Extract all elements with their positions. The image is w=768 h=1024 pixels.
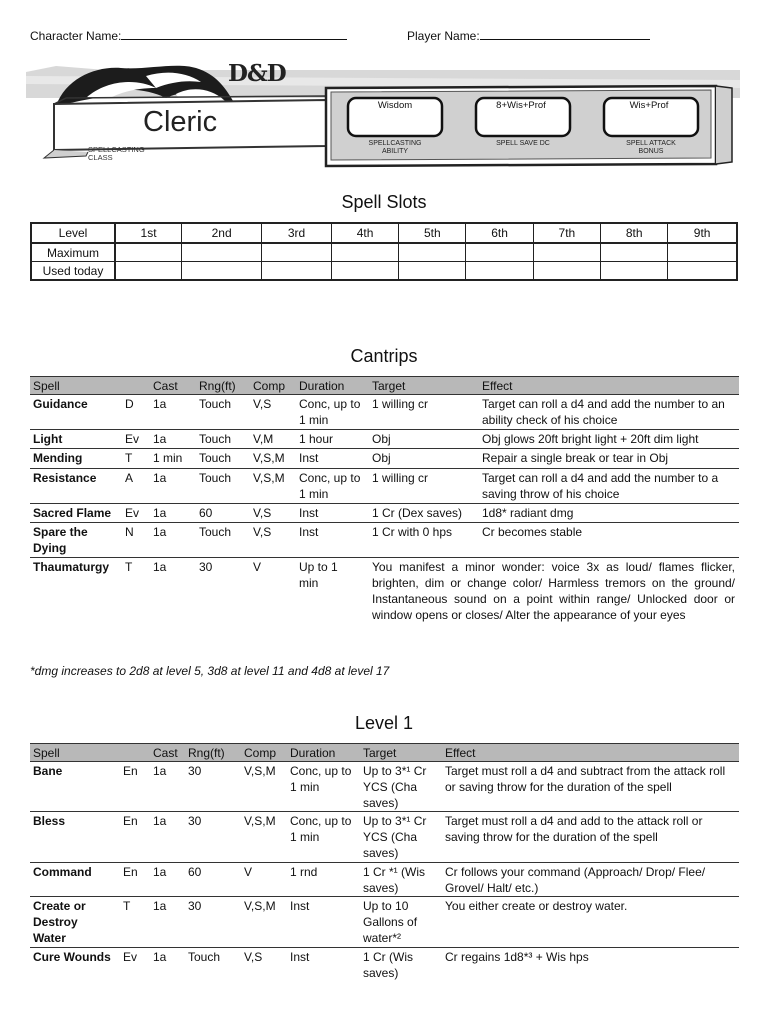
col-range: Rng(ft) [188,746,225,760]
slot-level-header: 8th [601,223,668,243]
spell-effect: Cr regains 1d8*³ + Wis hps [445,950,589,964]
spell-cast: 1a [153,899,167,913]
dnd-logo: D&D [228,60,286,87]
col-duration: Duration [290,746,336,760]
spell-effect: You either create or destroy water. [445,899,628,913]
spell-target: Up to 3*¹ Cr YCS (Cha saves) [363,814,427,860]
spell-slots-title: Spell Slots [341,192,427,212]
spell-effect: Obj glows 20ft bright light + 20ft dim light [482,432,699,446]
spell-name: Bane [33,764,63,778]
spell-target: 1 willing cr [372,471,429,485]
slot-level-header: 1st [115,223,182,243]
spell-range: 30 [188,764,202,778]
col-cast: Cast [153,746,178,760]
col-spell: Spell [33,746,60,760]
class-caption: SPELLCASTING CLASS [88,145,145,162]
spell-school: N [125,525,134,539]
spell-name: Sacred Flame [33,506,112,520]
spell-range: Touch [199,451,232,465]
spell-comp: V,S,M [253,471,285,485]
level1-table [30,743,739,982]
spell-save-dc-value[interactable]: 8+Wis+Prof [496,100,546,111]
spell-school: T [125,560,133,574]
character-name-label: Character Name: [30,29,122,43]
level1-header-row [30,743,739,762]
spell-school: T [125,451,133,465]
slots-row-label: Maximum [31,243,115,262]
spell-target: Up to 3*¹ Cr YCS (Cha saves) [363,764,427,810]
cantrips-header-row [30,376,739,395]
spell-cast: 1a [153,560,167,574]
slot-cell[interactable] [533,243,600,262]
spell-school: En [123,764,138,778]
spell-cast: 1a [153,764,167,778]
spell-effect: Repair a single break or tear in Obj [482,451,669,465]
col-comp: Comp [253,379,286,393]
spell-duration: Up to 1 min [299,560,338,590]
spell-cast: 1a [153,814,167,828]
spell-name: Bless [33,814,66,828]
slots-level-header: Level [31,223,115,243]
col-range: Rng(ft) [199,379,236,393]
slot-cell[interactable] [601,262,668,281]
spell-range: 60 [188,865,202,879]
spell-effect: 1d8* radiant dmg [482,506,574,520]
slot-level-header: 3rd [262,223,332,243]
spell-school: Ev [125,506,140,520]
spell-school: Ev [123,950,138,964]
player-name-field[interactable] [407,28,650,43]
spell-cast: 1a [153,950,167,964]
character-name-field[interactable] [30,28,347,43]
col-duration: Duration [299,379,345,393]
spell-duration: Inst [299,451,319,465]
slot-cell[interactable] [115,243,182,262]
spell-range: Touch [188,950,221,964]
spell-cast: 1a [153,865,167,879]
spell-school: Ev [125,432,140,446]
slot-level-header: 7th [533,223,600,243]
spell-range: Touch [199,525,232,539]
slot-level-header: 4th [331,223,398,243]
spell-target: Obj [372,432,391,446]
slot-cell[interactable] [466,243,533,262]
spell-target: 1 Cr *¹ (Wis saves) [363,865,425,895]
spell-comp: V,S [253,397,272,411]
spell-target: 1 Cr (Dex saves) [372,506,463,520]
spell-row-guidance [30,395,739,430]
player-name-line[interactable] [480,28,650,40]
spell-comp: V,S [244,950,263,964]
spellcasting-ability-caption: SPELLCASTING ABILITY [368,140,422,155]
spell-name: Mending [33,451,83,465]
spell-range: 30 [188,899,202,913]
cantrips-table [30,376,739,644]
spell-row-bane [30,762,739,812]
spell-school: D [125,397,134,411]
spell-row-bless [30,812,739,863]
slot-level-header: 2nd [182,223,262,243]
spell-duration: 1 hour [299,432,334,446]
spell-row-resistance [30,469,739,504]
slot-level-header: 6th [466,223,533,243]
spell-range: Touch [199,471,232,485]
cantrips-title: Cantrips [350,346,418,366]
spell-comp: V,S,M [244,764,276,778]
spell-row-create-or-destroy-water [30,897,739,948]
spell-comp: V [253,560,262,574]
spell-name: Resistance [33,471,97,485]
spell-duration: 1 rnd [290,865,318,879]
slot-cell[interactable] [668,243,737,262]
slot-cell[interactable] [399,262,466,281]
spell-save-dc-caption: SPELL SAVE DC [496,140,550,147]
col-target: Target [372,379,406,393]
spell-cast: 1a [153,397,167,411]
slot-cell[interactable] [262,262,332,281]
spell-name: Create or Destroy Water [33,899,86,945]
spell-row-thaumaturgy [30,558,739,644]
spell-comp: V,S,M [244,899,276,913]
spell-comp: V,S,M [244,814,276,828]
spell-range: 60 [199,506,213,520]
slot-cell[interactable] [668,262,737,281]
slot-cell[interactable] [466,262,533,281]
spell-effect: You manifest a minor wonder: voice 3x as loud/ flames flicker, brighten, dim or change color/ Harmless tremors on the ground/ Instantaneous sound on a point within range/ Unlocked door or window opens or closes/ Alter the appearance of your eyes [372,560,735,622]
slot-cell[interactable] [182,243,262,262]
spell-duration: Conc, up to 1 min [290,764,352,794]
spellcasting-ability-value[interactable]: Wisdom [377,100,413,111]
spell-comp: V,S [253,506,272,520]
spell-cast: 1a [153,432,167,446]
col-comp: Comp [244,746,277,760]
spell-slots-table [30,222,738,281]
spell-row-sacred-flame [30,504,739,523]
spell-target: Up to 10 Gallons of water*² [363,899,418,945]
col-effect: Effect [445,746,476,760]
col-spell: Spell [33,379,60,393]
spell-row-cure-wounds [30,948,739,982]
spell-effect: Target must roll a d4 and add to the attack roll or saving throw for the duration of the spell [445,814,703,844]
slots-row-label: Used today [31,262,115,281]
spell-comp: V,M [253,432,274,446]
spell-comp: V,S,M [253,451,285,465]
spell-cast: 1a [153,506,167,520]
spell-target: 1 willing cr [372,397,429,411]
spell-name: Guidance [33,397,88,411]
spell-target: 1 Cr with 0 hps [372,525,453,539]
spell-effect: Target can roll a d4 and add the number to a saving throw of his choice [482,471,719,501]
spell-effect: Target must roll a d4 and subtract from the attack roll or saving throw for the duration of the spell [445,764,726,794]
slot-cell[interactable] [601,243,668,262]
spell-cast: 1a [153,525,167,539]
col-target: Target [363,746,397,760]
spell-school: T [123,899,131,913]
spell-target: 1 Cr (Wis saves) [363,950,413,980]
slot-cell[interactable] [182,262,262,281]
spell-name: Spare the Dying [33,525,88,555]
slot-level-header: 5th [399,223,466,243]
spell-comp: V [244,865,253,879]
spell-range: 30 [199,560,213,574]
spell-target: Obj [372,451,391,465]
spell-effect: Cr becomes stable [482,525,583,539]
slot-cell[interactable] [115,262,182,281]
spell-duration: Conc, up to 1 min [290,814,352,844]
spell-comp: V,S [253,525,272,539]
spell-duration: Inst [299,525,319,539]
level1-title: Level 1 [354,713,414,733]
spell-range: Touch [199,397,232,411]
spell-school: En [123,865,138,879]
player-name-label: Player Name: [407,29,480,43]
spell-cast: 1a [153,471,167,485]
slot-cell[interactable] [331,243,398,262]
spell-duration: Conc, up to 1 min [299,471,361,501]
spell-cast: 1 min [153,451,183,465]
spell-effect: Target can roll a d4 and add the number to an ability check of his choice [482,397,725,427]
slot-cell[interactable] [262,243,332,262]
spell-row-mending [30,449,739,469]
spell-duration: Conc, up to 1 min [299,397,361,427]
col-effect: Effect [482,379,513,393]
spell-name: Light [33,432,63,446]
spell-range: Touch [199,432,232,446]
spell-row-spare-the-dying [30,523,739,558]
slot-cell[interactable] [399,243,466,262]
damage-footnote: *dmg increases to 2d8 at level 5, 3d8 at level 11 and 4d8 at level 17 [30,664,390,678]
spell-effect: Cr follows your command (Approach/ Drop/ Flee/ Grovel/ Halt/ etc.) [445,865,706,895]
spell-range: 30 [188,814,202,828]
spell-duration: Inst [290,899,310,913]
spell-name: Cure Wounds [33,950,111,964]
spell-row-command [30,863,739,897]
col-cast: Cast [153,379,178,393]
character-name-line[interactable] [121,28,347,40]
slot-cell[interactable] [331,262,398,281]
spell-name: Thaumaturgy [33,560,110,574]
spell-name: Command [33,865,92,879]
spell-attack-bonus-caption: SPELL ATTACK BONUS [626,140,676,155]
spell-school: A [125,471,134,485]
class-name[interactable]: Cleric [143,106,218,138]
slot-cell[interactable] [533,262,600,281]
spell-attack-bonus-value[interactable]: Wis+Prof [629,100,669,111]
slot-level-header: 9th [668,223,737,243]
spell-row-light [30,430,739,449]
spell-duration: Inst [290,950,310,964]
spell-duration: Inst [299,506,319,520]
spell-school: En [123,814,138,828]
